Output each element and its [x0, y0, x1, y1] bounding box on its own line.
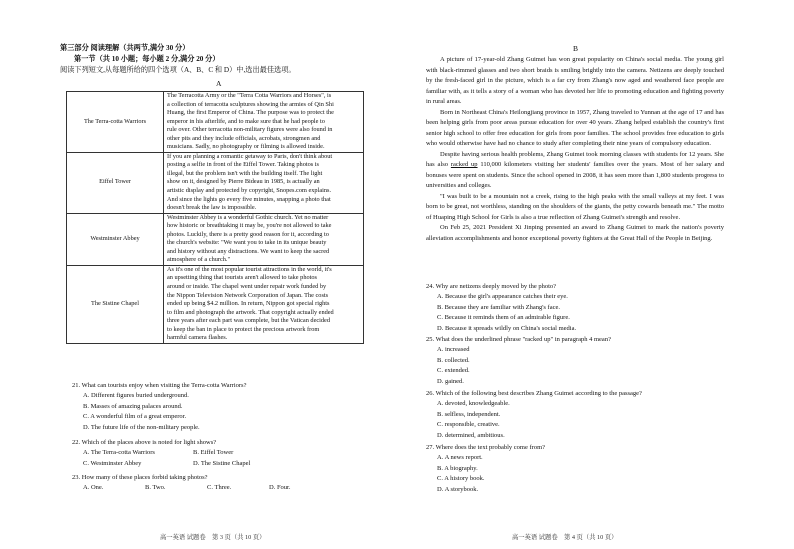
description-line: other pits and they include officials, acrobats, strongmen and	[167, 134, 321, 142]
attraction-name: The Sistine Chapel	[67, 265, 164, 343]
option-b: B. Because they are familiar with Zhang's face.	[437, 303, 560, 311]
description-line: posting a selfie in front of the Eiffel Tower. Taking photos is	[167, 161, 319, 169]
description-line: three years after each part was complete, but the Vatican decided	[167, 317, 330, 325]
option-a: A. A news report.	[437, 454, 483, 462]
description-line: The Terracotta Army or the "Terra Cotta Warriors and Horses", is	[167, 92, 332, 99]
option-b: B. selfless, independent.	[437, 410, 501, 418]
underlined-phrase: racked up	[450, 161, 478, 168]
description-line: an upsetting thing that tourists aren't allowed to take photos	[167, 274, 317, 282]
question-stem: 27. Where does the text probably come from?	[426, 444, 546, 451]
description-line: to keep the ban in place to protect the precious artwork from	[167, 325, 320, 333]
description-line: illegal, but the problem isn't with the building itself. The light	[167, 169, 323, 177]
page-footer-right: 高一英语 试题卷 第 4 页（共 10 页）	[512, 534, 618, 541]
option-b: B. collected.	[437, 356, 470, 364]
question-26	[426, 389, 726, 441]
part-title: 第一节（共 10 小题；每小题 2 分,满分 20 分）	[74, 55, 220, 63]
question-21	[72, 381, 372, 433]
option-c: C. responsible, creative.	[437, 421, 500, 429]
description-line: the Nippon Television Network Corporation of Japan. The costs	[167, 291, 329, 299]
page-footer-left: 高一英语 试题卷 第 3 页（共 10 页）	[160, 534, 266, 541]
option-b: B. A biography.	[437, 464, 478, 472]
option-d: D. A storybook.	[437, 485, 479, 493]
description-line: As it's one of the most popular tourist attractions in the world, it's	[167, 265, 332, 273]
attraction-name: Westminster Abbey	[67, 213, 164, 265]
option-a: A. Because the girl's appearance catches their eye.	[437, 293, 568, 301]
instruction: 阅读下列短文,从每题所给的四个选项（A、B、C 和 D）中,选出最佳选项。	[60, 66, 296, 74]
attraction-name: The Terra-cotta Warriors	[67, 92, 164, 153]
attractions-table	[66, 91, 364, 344]
description-line: Huang, the first Emperor of China. The purpose was to protect the	[167, 109, 334, 117]
question-23	[72, 473, 372, 494]
option-c: C. Three.	[207, 484, 232, 492]
table-row	[67, 213, 364, 265]
paragraph-2: Born in Northeast China's Heilongjiang province in 1957, Zhang traveled to Yunnan at the age of 17 and has been helping girls from poor areas pursue education for over 40 years. Zhang helped establish the country's first senior high school to offer free education for girls from poor families. The school provides free education to girls who would otherwise have had no chance to study after completing their nine years of compulsory education.	[426, 108, 724, 147]
attraction-description	[164, 152, 364, 213]
option-a: A. One.	[83, 484, 104, 492]
option-d: D. determined, ambitious.	[437, 431, 505, 439]
passage-a-label: A	[216, 79, 222, 88]
description-line: atmosphere of a church."	[167, 256, 231, 264]
option-c: C. A history book.	[437, 475, 485, 483]
question-24	[426, 282, 726, 334]
description-line: the church's website: "We want you to take in its unique beauty	[167, 239, 327, 247]
attraction-description	[164, 265, 364, 343]
description-line: ended up being $4.2 million. In return, Nippon got special rights	[167, 300, 330, 308]
description-line: musicians. Sadly, no photography or filming is allowed inside.	[167, 143, 325, 151]
option-d: D. gained.	[437, 377, 464, 385]
option-a: A. The Terra-cotta Warriors	[83, 449, 155, 457]
passage-b	[426, 55, 724, 244]
description-line: show on it, designed by Pierre Bideau in 1985, is actually an	[167, 178, 320, 186]
description-line: artistic display and protected by copyright, Snopes.com explains.	[167, 187, 332, 195]
paragraph-3: Despite having serious health problems, Zhang Guimei took morning classes with students for 12 years. She has also racked up 110,000 kilometers visiting her students' families over the years. Most of her salary and bonuses were spent on students. Since the school opened in 2008, it has seen more than 1,800 students progress to universities and colleges.	[426, 150, 724, 189]
attraction-description	[164, 213, 364, 265]
option-a: A. increased	[437, 346, 470, 354]
description-line: and history without any distractions. We want to keep the sacred	[167, 247, 330, 255]
description-line: how historic or breathtaking it may be, you're not allowed to take	[167, 222, 332, 230]
option-d: D. Because it spreads wildly on China's social media.	[437, 324, 577, 332]
option-d: D. The future life of the non-military people.	[83, 423, 200, 431]
paragraph-1: A picture of 17-year-old Zhang Guimei has won great popularity on China's social media. The young girl with black-rimmed glasses and two short braids is smiling brightly into the camera. Netizens are deeply touched by the fresh-faced girl in the picture, which is a far cry from Zhang's now aged and weathered face people are familiar with, as it tells a story of a woman who has devoted her life to promoting education and fighting poverty in rural areas.	[426, 56, 724, 105]
option-a: A. devoted, knowledgeable.	[437, 400, 510, 408]
description-line: And since the lights go every five minutes, snapping a photo that	[167, 195, 331, 203]
question-stem: 25. What does the underlined phrase "racked up" in paragraph 4 mean?	[426, 336, 611, 343]
question-27	[426, 443, 726, 495]
description-line: Westminster Abbey is a wonderful Gothic church. Yet no matter	[167, 213, 329, 221]
option-c: C. Because it reminds them of an admirable figure.	[437, 314, 570, 322]
question-stem: 21. What can tourists enjoy when visiting the Terra-cotta Warriors?	[72, 382, 247, 389]
option-b: B. Two.	[145, 484, 166, 492]
description-line: to film and photograph the artwork. That copyright actually ended	[167, 308, 334, 316]
question-stem: 24. Why are netizens deeply moved by the photo?	[426, 283, 557, 290]
description-line: around or inside. The chapel went under repair work funded by	[167, 283, 327, 291]
option-c: C. Westminster Abbey	[83, 459, 142, 467]
question-22	[72, 438, 372, 469]
option-d: D. Four.	[269, 484, 291, 492]
table-row	[67, 265, 364, 343]
description-line: If you are planning a romantic getaway to Paris, don't think about	[167, 152, 333, 160]
option-a: A. Different figures buried underground.	[83, 392, 189, 400]
question-stem: 22. Which of the places above is noted for light shows?	[72, 439, 217, 446]
attraction-name: Eiffel Tower	[67, 152, 164, 213]
paragraph-5: On Feb 25, 2021 President Xi Jinping presented an award to Zhang Guimei to mark the nation's poverty alleviation accomplishments and honor exceptional poverty fighters at the Great Hall of the People in Beijing.	[426, 224, 724, 242]
description-line: harmful camera flashes.	[167, 334, 228, 342]
table-row	[67, 152, 364, 213]
attraction-description	[164, 92, 364, 153]
table-row	[67, 92, 364, 153]
section-title: 第三部分 阅读理解（共两节,满分 30 分）	[60, 44, 190, 52]
description-line: doesn't break the law is impossible.	[167, 204, 257, 212]
question-stem: 26. Which of the following best describes Zhang Guimei according to the passage?	[426, 390, 642, 397]
description-line: photos. Luckily, there is a pretty good reason for it, according to	[167, 230, 329, 238]
question-25	[426, 335, 726, 387]
passage-b-label: B	[573, 44, 579, 53]
question-stem: 23. How many of these places forbid taking photos?	[72, 474, 208, 481]
option-c: C. A wonderful film of a great emperor.	[83, 413, 187, 421]
option-b: B. Eiffel Tower	[193, 449, 234, 457]
option-d: D. The Sistine Chapel	[193, 459, 251, 467]
description-line: emperor in his afterlife, and to make sure that he had people to	[167, 117, 325, 125]
description-line: rule over. Other terracotta non-military figures were also found in	[167, 126, 333, 134]
option-c: C. extended.	[437, 367, 470, 375]
option-b: B. Masses of amazing palaces around.	[83, 402, 183, 410]
paragraph-4: "I was built to be a mountain not a creek, rising to the high peaks with the small valleys at my feet. I was born to be great, not worthless, standing on the shoulders of the giants, the petty cowards beneath me." The motto of Huaping High School for Girls is also a true reflection of Zhang Guimei's strength and resolve.	[426, 192, 724, 221]
description-line: a collection of terracotta sculptures showing the armies of Qin Shi	[167, 100, 334, 108]
